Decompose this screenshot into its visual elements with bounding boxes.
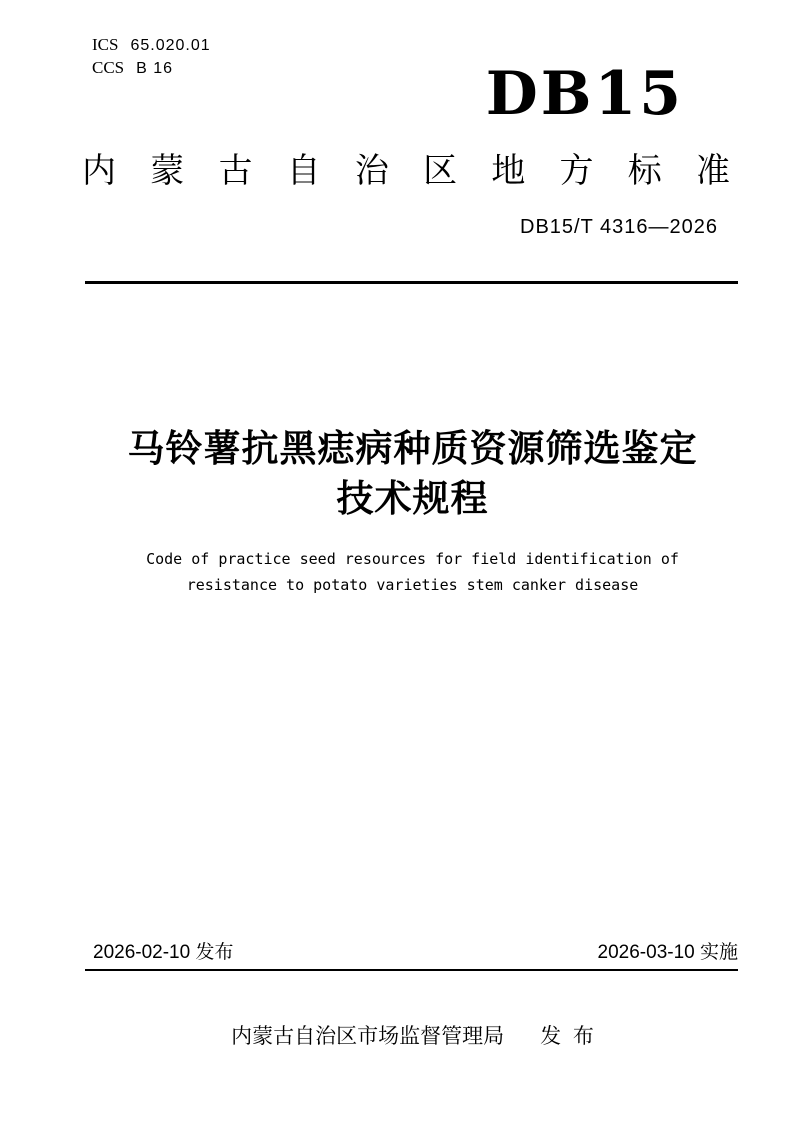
- header-divider-line: [85, 281, 738, 284]
- issue-date: 2026-02-10 发布: [93, 942, 234, 963]
- dates-row: [93, 941, 738, 965]
- ccs-code-line: [92, 59, 173, 78]
- publisher-row: [85, 1023, 740, 1051]
- document-title-line1: 马铃薯抗黑痣病种质资源筛选鉴定: [127, 428, 698, 469]
- footer-divider-line: [85, 969, 738, 971]
- ccs-value: B 16: [136, 60, 174, 77]
- document-subtitle-english: [85, 546, 740, 598]
- document-title: [85, 424, 740, 524]
- release-label: 发 布: [540, 1025, 594, 1048]
- document-title-line2: 技术规程: [336, 478, 489, 519]
- ics-label: ICS: [92, 35, 119, 54]
- ccs-label: CCS: [92, 58, 125, 77]
- implementation-date: 2026-03-10 实施: [597, 942, 738, 963]
- standard-number: DB15/T 4316—2026: [520, 216, 718, 238]
- ics-code-line: [92, 36, 211, 55]
- db15-logo: DB15: [485, 59, 684, 129]
- ics-value: 65.020.01: [130, 37, 211, 54]
- publisher-name: 内蒙古自治区市场监督管理局: [231, 1025, 505, 1048]
- document-subtitle-line1: Code of practice seed resources for field identification of: [146, 550, 679, 568]
- standard-type-heading: 内蒙古自治区地方标准: [82, 152, 730, 190]
- document-subtitle-line2: resistance to potato varieties stem canker disease: [186, 576, 639, 594]
